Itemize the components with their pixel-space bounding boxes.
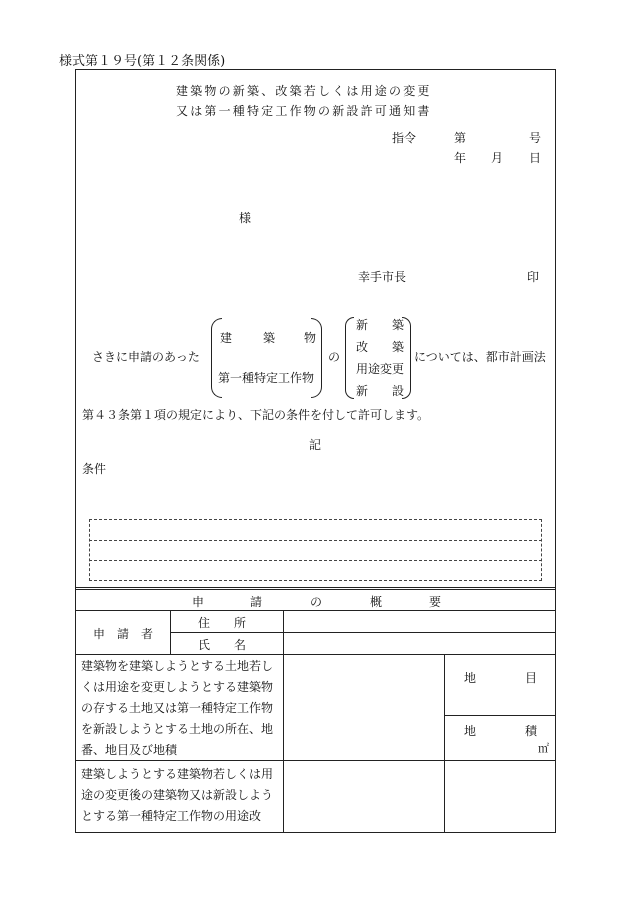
summary-title-1: 申: [192, 595, 205, 609]
name-field[interactable]: [284, 633, 556, 654]
name-label: 氏 名: [198, 638, 247, 652]
directive-label: 指令: [392, 131, 417, 145]
use-description: 建築しようとする建築物若しくは用途の変更後の建築物又は新設しようとする第一種特定工作物の用途改: [81, 767, 274, 823]
action-use-change: 用途変更: [356, 362, 405, 376]
seal-mark: 印: [527, 270, 540, 284]
land-col-rule: [444, 654, 445, 832]
summary-top-rule: [75, 587, 556, 588]
summary-title-3: の: [310, 595, 323, 609]
month-label: 月: [491, 151, 504, 165]
applicant-label: 申 請 者: [93, 627, 154, 641]
conditions-label: 条件: [82, 462, 107, 476]
option-building-3: 物: [304, 331, 317, 345]
day-label: 日: [529, 151, 542, 165]
address-field[interactable]: [284, 611, 556, 632]
chiseki-label-1: 地: [464, 724, 477, 738]
action-new-1: 新: [356, 318, 369, 332]
issuer-name: 幸手市長: [358, 270, 407, 284]
summary-title-2: 請: [250, 595, 263, 609]
body-suffix: については、都市計画法: [414, 350, 546, 364]
right-bracket-open: [345, 317, 354, 399]
area-unit: ㎡: [538, 742, 549, 755]
applicant-col-rule: [170, 610, 171, 654]
action-new-2: 築: [392, 318, 405, 332]
action-rebuild-2: 築: [392, 340, 405, 354]
land-description: 建築物を建築しようとする土地若しくは用途を変更しようとする建築物の存する土地又は第一種特定工作物を新設しようとする土地の所在、地番、地目及び地積: [81, 659, 274, 757]
conditions-line-1: [89, 540, 542, 541]
chimoku-label-1: 地: [464, 671, 477, 685]
ki-label: 記: [309, 438, 322, 452]
option-building-2: 築: [263, 331, 276, 345]
summary-title-5: 要: [429, 595, 442, 609]
summary-title-4: 概: [370, 595, 383, 609]
year-label: 年: [454, 151, 467, 165]
conditions-line-2: [89, 560, 542, 561]
body-line-2: 第４３条第１項の規定により、下記の条件を付して許可します。: [82, 408, 430, 422]
action-rebuild-1: 改: [356, 340, 369, 354]
use-field[interactable]: [284, 761, 444, 832]
action-install-2: 設: [392, 384, 405, 398]
chiseki-label-2: 積: [525, 724, 538, 738]
summary-top-rule-2: [75, 589, 556, 590]
option-building-1: 建: [220, 331, 233, 345]
addressee-suffix: 様: [239, 211, 252, 225]
address-label: 住 所: [198, 616, 247, 630]
chimoku-row-rule: [444, 715, 556, 716]
conditions-box[interactable]: [89, 519, 542, 581]
go-label: 号: [529, 131, 542, 145]
title-line-1: 建築物の新築、改築若しくは用途の変更: [176, 84, 432, 98]
action-install-1: 新: [356, 384, 369, 398]
title-line-2: 又は第一種特定工作物の新設許可通知書: [176, 104, 432, 118]
land-location-field[interactable]: [284, 655, 444, 760]
particle-no: の: [328, 350, 341, 364]
chimoku-label-2: 目: [525, 671, 538, 685]
form-number: 様式第１９号(第１２条関係): [59, 54, 226, 69]
option-structure: 第一種特定工作物: [218, 371, 315, 385]
body-prefix: さきに申請のあった: [92, 350, 200, 364]
dai-label: 第: [454, 131, 467, 145]
